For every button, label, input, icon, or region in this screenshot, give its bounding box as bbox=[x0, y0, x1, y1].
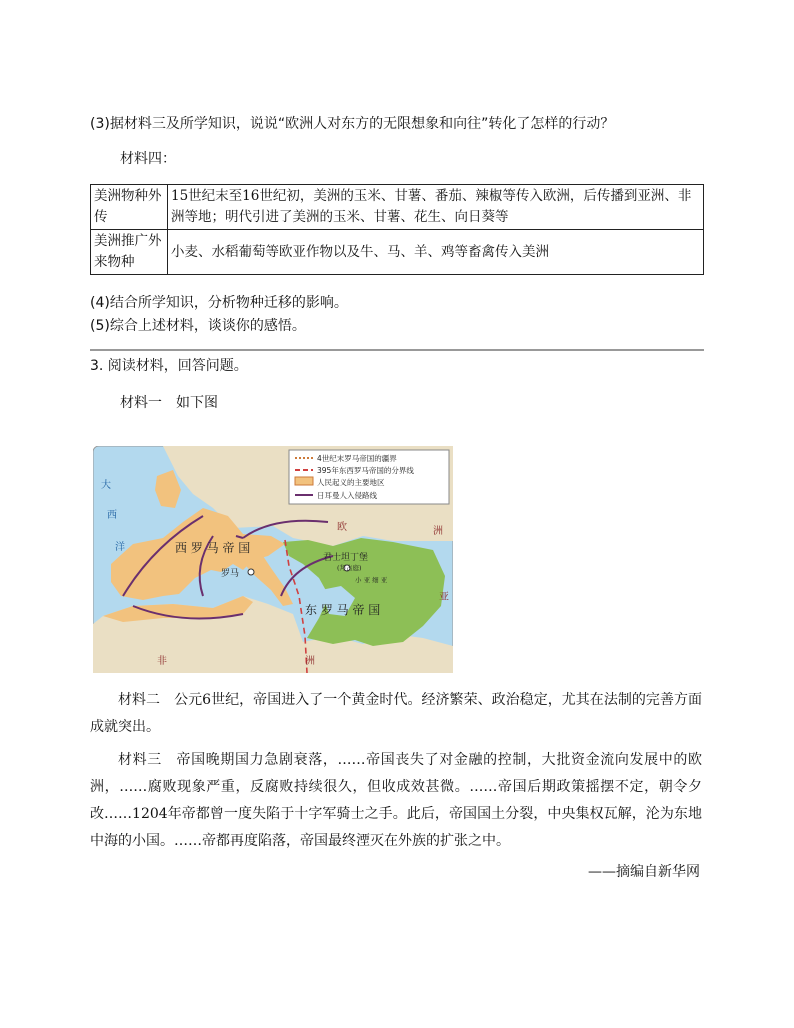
roman-empire-map bbox=[93, 446, 453, 673]
material-3-paragraph: 材料三 帝国晚期国力急剧衰落，……帝国丧失了对金融的控制，大批资金流向发展中的欧洲，……腐败现象严重，反腐败持续很久，但收成效甚微。……帝国后期政策摇摆不定，朝令夕改……1204年帝都曾一度失陷于十字军骑士之手。此后，帝国国土分裂，中央集权瓦解，沦为东地中海的小国。……帝都再度陷落，帝国最终湮灭在外族的扩张之中。 bbox=[90, 752, 702, 849]
material-4-title: 材料四： bbox=[120, 151, 176, 167]
legend-item: 395年东西罗马帝国的分界线 bbox=[317, 466, 414, 475]
map-label-xi: 西 bbox=[107, 510, 117, 521]
map-rome-dot bbox=[248, 569, 254, 575]
legend-item: 人民起义的主要地区 bbox=[317, 478, 385, 487]
map-label-asia-minor: 小 亚 细 亚 bbox=[355, 576, 388, 584]
legend-uprising-swatch bbox=[295, 477, 313, 485]
section-divider bbox=[90, 349, 704, 351]
map-label-zhou: 洲 bbox=[433, 526, 443, 537]
map-label-yang: 洋 bbox=[115, 542, 125, 553]
table-row bbox=[91, 230, 704, 275]
map-label-west-empire: 西 罗 马 帝 国 bbox=[175, 541, 251, 555]
question-3-sub-3: (3)据材料三及所学知识，说说“欧洲人对东方的无限想象和向往”转化了怎样的行动？ bbox=[90, 116, 615, 132]
source-attribution: ——摘编自新华网 bbox=[588, 864, 700, 880]
question-4: (4)结合所学知识，分析物种迁移的影响。 bbox=[90, 295, 348, 311]
map-label-zhou: 洲 bbox=[305, 656, 315, 667]
question-3-heading: 3. 阅读材料，回答问题。 bbox=[90, 358, 248, 374]
map-label-constantinople: 君士坦丁堡 bbox=[323, 553, 369, 563]
map-label-fei: 非 bbox=[157, 656, 167, 667]
legend-item: 4世纪末罗马帝国的疆界 bbox=[317, 454, 397, 463]
question-5: (5)综合上述材料，谈谈你的感悟。 bbox=[90, 318, 306, 334]
row-content: 15世纪末至16世纪初，美洲的玉米、甘薯、番茄、辣椒等传入欧洲，后传播到亚洲、非洲等地；明代引进了美洲的玉米、甘薯、花生、向日葵等 bbox=[168, 185, 704, 230]
row-header: 美洲推广外来物种 bbox=[91, 230, 168, 275]
table-row bbox=[91, 185, 704, 230]
row-content: 小麦、水稻葡萄等欧亚作物以及牛、马、羊、鸡等畜禽传入美洲 bbox=[168, 230, 704, 275]
map-label-east-empire: 东 罗 马 帝 国 bbox=[305, 603, 381, 617]
legend-item: 日耳曼人入侵路线 bbox=[317, 491, 377, 500]
row-header: 美洲物种外传 bbox=[91, 185, 168, 230]
map-label-byzantium: (拜占庭) bbox=[337, 564, 362, 572]
material-2-paragraph: 材料二 公元6世纪，帝国进入了一个黄金时代。经济繁荣、政治稳定，尤其在法制的完善方面成就突出。 bbox=[90, 692, 702, 735]
map-label-ya: 亚 bbox=[439, 592, 449, 603]
map-label-ou: 欧 bbox=[337, 522, 347, 533]
material-4-table bbox=[90, 184, 704, 275]
map-label-rome: 罗马 bbox=[221, 569, 240, 579]
map-label-da: 大 bbox=[101, 480, 111, 491]
material-1-title: 材料一 如下图 bbox=[120, 395, 218, 411]
